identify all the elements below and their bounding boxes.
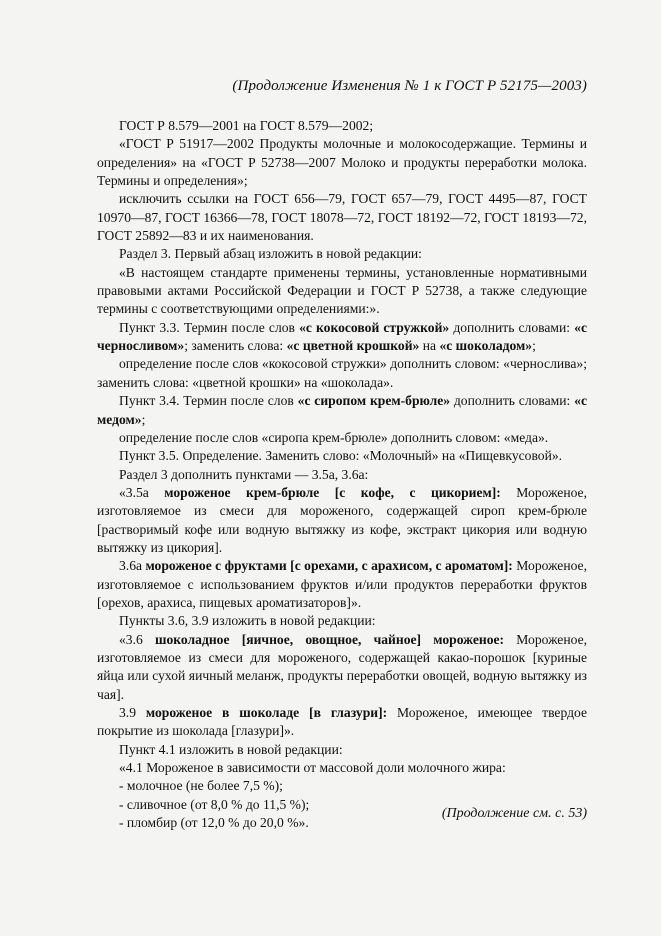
text-run: Мороженое, изготовляемое из смеси для мороженого, содержащей какао-порошок [куриные яйца или сухой яичный меланж, продукты переработки овощей, водную вытяжку из чая].	[97, 631, 587, 702]
text-run: Раздел 3. Первый абзац изложить в новой редакции:	[119, 246, 422, 262]
paragraph	[97, 759, 587, 777]
paragraph	[97, 777, 587, 795]
paragraph	[97, 741, 587, 759]
text-run: - пломбир (от 12,0 % до 20,0 %».	[119, 815, 309, 831]
bold-term: мороженое крем-брюле [с кофе, с цикорием]:	[164, 484, 501, 500]
text-run: 3.6а	[119, 558, 146, 574]
paragraph	[97, 319, 587, 356]
text-run: Раздел 3 дополнить пунктами — 3.5а, 3.6а:	[119, 466, 369, 482]
paragraph	[97, 447, 587, 465]
text-run: определение после слов «кокосовой стружки» дополнить словом: «чернослива»; заменить слова: «цветной крошки» на «шоколада».	[97, 356, 587, 390]
paragraph	[97, 484, 587, 557]
bold-term: «с черносливом»	[97, 319, 587, 354]
text-run: Пункт 3.5. Определение. Заменить слово: «Молочный» на «Пищевкусовой».	[119, 448, 563, 464]
text-run: Пункты 3.6, 3.9 изложить в новой редакции:	[119, 613, 376, 629]
text-run: ГОСТ Р 8.579—2001 на ГОСТ 8.579—2002;	[119, 118, 374, 133]
paragraph	[97, 631, 587, 704]
text-run: ;	[141, 411, 146, 427]
text-run: Мороженое, изготовляемое с использованием фруктов и/или продуктов переработки фруктов [орехов, арахиса, пищевых ароматизаторов]».	[97, 558, 587, 610]
text-run: ;	[532, 338, 536, 354]
paragraph	[97, 557, 587, 612]
text-run: Пункт 3.3. Термин после слов	[119, 319, 300, 335]
text-run: Мороженое, изготовляемое из смеси для мороженого, содержащей сироп крем-брюле [растворимый кофе или водную вытяжку из кофе, экстракт цикория или водную вытяжку из цикория].	[97, 484, 587, 555]
text-run: Мороженое, имеющее твердое покрытие из шоколада [глазури]».	[97, 705, 588, 739]
paragraph	[97, 466, 587, 484]
paragraph	[97, 135, 587, 190]
paragraph	[97, 117, 587, 135]
paragraph	[97, 392, 587, 429]
text-run: дополнить словами:	[450, 393, 575, 409]
continuation-footer: (Продолжение см. с. 53)	[441, 806, 587, 821]
document-body	[97, 117, 587, 832]
text-run: Пункт 4.1 изложить в новой редакции:	[119, 741, 343, 757]
text-run: «ГОСТ Р 51917—2002 Продукты молочные и молокосодержащие. Термины и определения» на «ГОСТ Р 52738—2007 Молоко и продукты переработки молока. Термины и определения»;	[97, 136, 587, 189]
bold-term: «с медом»	[97, 393, 588, 427]
text-run: исключить ссылки на ГОСТ 656—79, ГОСТ 657—79, ГОСТ 4495—87, ГОСТ 10970—87, ГОСТ 16366—78, ГОСТ 18078—72, ГОСТ 18192—72, ГОСТ 18193—72, ГОСТ 25892—83 и их наименования.	[97, 191, 587, 244]
paragraph	[97, 704, 587, 741]
text-run: - сливочное (от 8,0 % до 11,5 %);	[119, 796, 310, 812]
paragraph	[97, 245, 587, 263]
text-run: на	[419, 338, 440, 354]
paragraph	[97, 612, 587, 630]
continuation-header: (Продолжение Изменения № 1 к ГОСТ Р 52175—2003)	[232, 78, 587, 94]
bold-term: «с сиропом крем-брюле»	[297, 393, 451, 409]
paragraph	[97, 190, 587, 245]
text-run: 3.9	[119, 705, 146, 720]
bold-term: «с цветной крошкой»	[286, 338, 420, 354]
text-run: «3.6	[119, 631, 155, 647]
paragraph	[97, 355, 587, 392]
text-run: «3.5а	[119, 484, 165, 500]
text-run: Пункт 3.4. Термин после слов	[119, 393, 298, 409]
text-run: «4.1 Мороженое в зависимости от массовой доли молочного жира:	[119, 760, 506, 776]
text-run: дополнить словами:	[449, 319, 575, 335]
bold-term: шоколадное [яичное, овощное, чайное] мороженое:	[155, 631, 505, 647]
bold-term: «с шоколадом»	[439, 338, 533, 354]
paragraph	[97, 264, 587, 319]
text-run: «В настоящем стандарте применены термины, установленные нормативными правовыми актами Российской Федерации и ГОСТ Р 52738, а также следующие термины с соответствующими определениями:».	[97, 264, 587, 317]
text-run: ; заменить слова:	[184, 338, 287, 354]
bold-term: мороженое с фруктами [с орехами, с арахисом, с ароматом]:	[145, 558, 513, 574]
paragraph	[97, 429, 587, 447]
bold-term: мороженое в шоколаде [в глазури]:	[145, 705, 388, 720]
bold-term: «с кокосовой стружкой»	[299, 319, 450, 335]
text-run: определение после слов «сиропа крем-брюле» дополнить словом: «меда».	[119, 429, 549, 445]
text-run: - молочное (не более 7,5 %);	[119, 778, 283, 794]
